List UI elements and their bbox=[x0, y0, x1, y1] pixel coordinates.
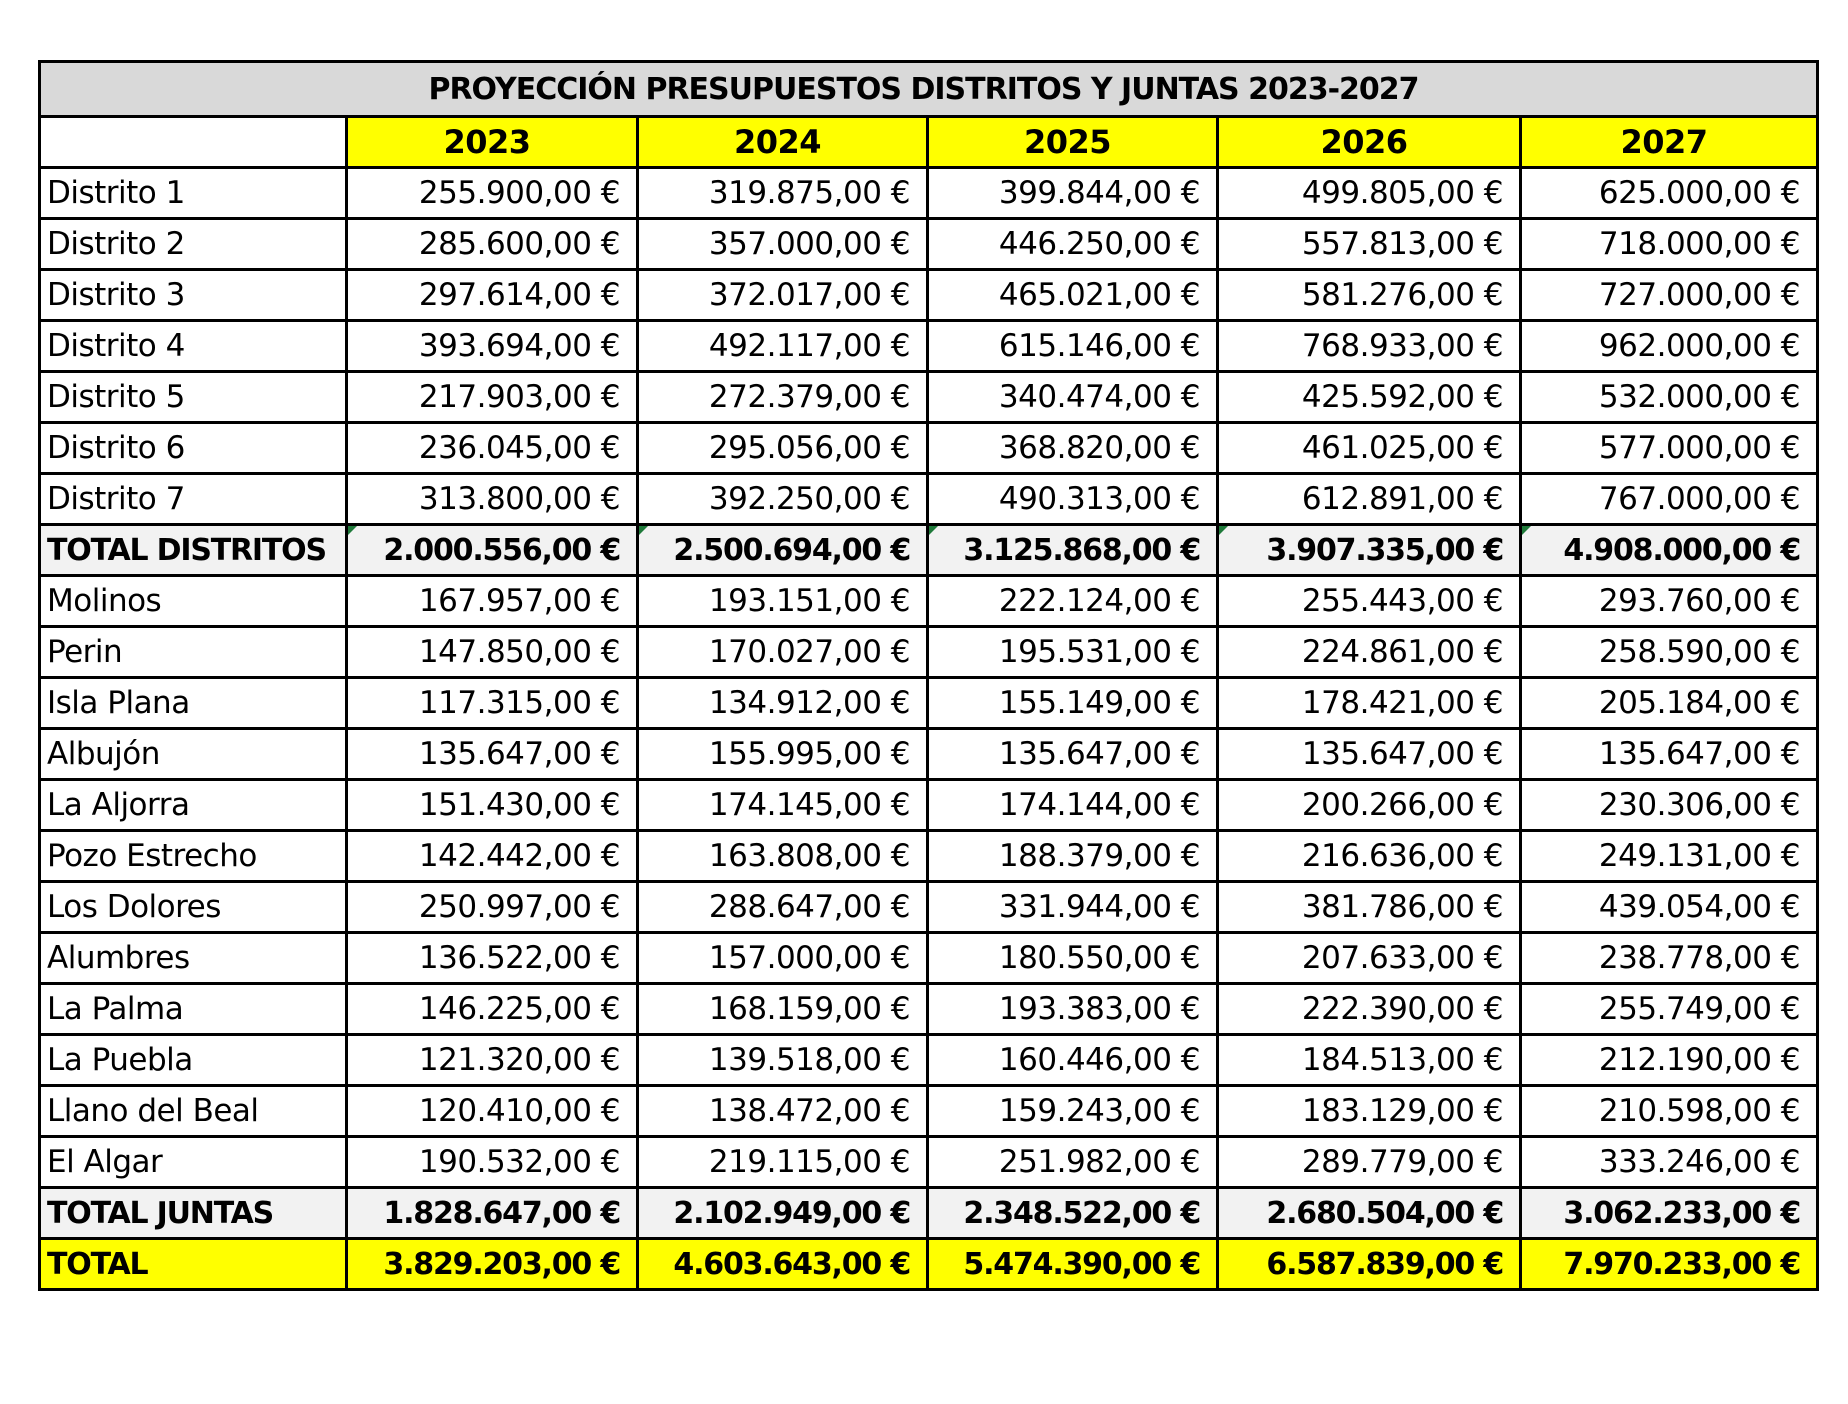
title-row bbox=[40, 62, 1818, 117]
value-text: 4.603.643,00 € bbox=[673, 1246, 910, 1282]
value-cell bbox=[347, 423, 638, 474]
value-text: 210.598,00 € bbox=[1598, 1093, 1800, 1129]
value-cell bbox=[347, 474, 638, 525]
table-row bbox=[40, 678, 1818, 729]
value-text: 160.446,00 € bbox=[998, 1042, 1200, 1078]
value-text: 139.518,00 € bbox=[708, 1042, 910, 1078]
row-label: Distrito 3 bbox=[40, 270, 347, 321]
value-cell bbox=[1218, 168, 1521, 219]
value-cell bbox=[347, 219, 638, 270]
value-cell bbox=[1218, 525, 1521, 576]
value-text: 216.636,00 € bbox=[1301, 838, 1503, 874]
value-cell bbox=[1218, 474, 1521, 525]
table-body bbox=[40, 62, 1818, 1290]
table-row bbox=[40, 270, 1818, 321]
value-text: 368.820,00 € bbox=[998, 430, 1200, 466]
value-text: 217.903,00 € bbox=[418, 379, 620, 415]
value-text: 3.907.335,00 € bbox=[1266, 532, 1503, 568]
value-cell bbox=[928, 729, 1218, 780]
table-row bbox=[40, 321, 1818, 372]
value-text: 767.000,00 € bbox=[1598, 481, 1800, 517]
value-cell bbox=[1218, 933, 1521, 984]
value-cell bbox=[638, 1035, 928, 1086]
value-text: 1.828.647,00 € bbox=[383, 1195, 620, 1231]
value-cell bbox=[1521, 1086, 1818, 1137]
value-text: 117.315,00 € bbox=[418, 685, 620, 721]
value-cell bbox=[638, 831, 928, 882]
value-text: 3.829.203,00 € bbox=[383, 1246, 620, 1282]
row-label: Albujón bbox=[40, 729, 347, 780]
value-text: 138.472,00 € bbox=[708, 1093, 910, 1129]
value-cell bbox=[1521, 219, 1818, 270]
table-row bbox=[40, 168, 1818, 219]
value-text: 532.000,00 € bbox=[1598, 379, 1800, 415]
value-cell bbox=[347, 729, 638, 780]
value-cell bbox=[928, 321, 1218, 372]
value-cell bbox=[638, 729, 928, 780]
value-cell bbox=[928, 168, 1218, 219]
value-text: 425.592,00 € bbox=[1301, 379, 1503, 415]
value-cell bbox=[928, 270, 1218, 321]
row-label: Distrito 2 bbox=[40, 219, 347, 270]
value-text: 159.243,00 € bbox=[998, 1093, 1200, 1129]
value-text: 2.000.556,00 € bbox=[383, 532, 620, 568]
value-text: 135.647,00 € bbox=[1301, 736, 1503, 772]
value-text: 625.000,00 € bbox=[1598, 175, 1800, 211]
value-text: 163.808,00 € bbox=[708, 838, 910, 874]
corner-cell bbox=[40, 117, 347, 168]
row-label: La Palma bbox=[40, 984, 347, 1035]
value-text: 155.149,00 € bbox=[998, 685, 1200, 721]
value-cell bbox=[347, 933, 638, 984]
value-cell bbox=[347, 576, 638, 627]
value-text: 205.184,00 € bbox=[1598, 685, 1800, 721]
value-text: 2.680.504,00 € bbox=[1266, 1195, 1503, 1231]
value-cell bbox=[928, 678, 1218, 729]
value-text: 295.056,00 € bbox=[708, 430, 910, 466]
value-text: 170.027,00 € bbox=[708, 634, 910, 670]
value-text: 255.443,00 € bbox=[1301, 583, 1503, 619]
value-cell bbox=[928, 1239, 1218, 1290]
value-cell bbox=[1521, 474, 1818, 525]
value-cell bbox=[928, 627, 1218, 678]
row-label: Isla Plana bbox=[40, 678, 347, 729]
value-text: 2.500.694,00 € bbox=[673, 532, 910, 568]
value-cell bbox=[638, 627, 928, 678]
value-text: 136.522,00 € bbox=[418, 940, 620, 976]
value-text: 461.025,00 € bbox=[1301, 430, 1503, 466]
value-text: 293.760,00 € bbox=[1598, 583, 1800, 619]
value-text: 157.000,00 € bbox=[708, 940, 910, 976]
value-text: 399.844,00 € bbox=[998, 175, 1200, 211]
value-text: 193.383,00 € bbox=[998, 991, 1200, 1027]
value-text: 188.379,00 € bbox=[998, 838, 1200, 874]
value-text: 258.590,00 € bbox=[1598, 634, 1800, 670]
value-cell bbox=[1521, 831, 1818, 882]
value-cell bbox=[1521, 270, 1818, 321]
value-text: 146.225,00 € bbox=[418, 991, 620, 1027]
value-cell bbox=[928, 576, 1218, 627]
year-header: 2027 bbox=[1521, 117, 1818, 168]
value-cell bbox=[638, 882, 928, 933]
value-text: 135.647,00 € bbox=[1598, 736, 1800, 772]
value-text: 224.861,00 € bbox=[1301, 634, 1503, 670]
value-text: 168.159,00 € bbox=[708, 991, 910, 1027]
value-text: 5.474.390,00 € bbox=[963, 1246, 1200, 1282]
row-label: Perin bbox=[40, 627, 347, 678]
value-cell bbox=[1218, 372, 1521, 423]
value-cell bbox=[1218, 678, 1521, 729]
value-cell bbox=[1521, 372, 1818, 423]
value-cell bbox=[928, 474, 1218, 525]
value-cell bbox=[347, 1137, 638, 1188]
value-cell bbox=[347, 321, 638, 372]
value-text: 612.891,00 € bbox=[1301, 481, 1503, 517]
value-cell bbox=[928, 984, 1218, 1035]
value-text: 238.778,00 € bbox=[1598, 940, 1800, 976]
value-text: 184.513,00 € bbox=[1301, 1042, 1503, 1078]
value-cell bbox=[1218, 627, 1521, 678]
value-cell bbox=[638, 321, 928, 372]
value-text: 492.117,00 € bbox=[708, 328, 910, 364]
grand-total-row bbox=[40, 1239, 1818, 1290]
value-text: 465.021,00 € bbox=[998, 277, 1200, 313]
value-cell bbox=[347, 678, 638, 729]
value-text: 2.102.949,00 € bbox=[673, 1195, 910, 1231]
value-text: 357.000,00 € bbox=[708, 226, 910, 262]
budget-table bbox=[38, 60, 1819, 1291]
value-cell bbox=[928, 525, 1218, 576]
value-cell bbox=[638, 525, 928, 576]
value-cell bbox=[1521, 423, 1818, 474]
value-text: 183.129,00 € bbox=[1301, 1093, 1503, 1129]
table-row bbox=[40, 984, 1818, 1035]
value-cell bbox=[638, 1188, 928, 1239]
value-text: 200.266,00 € bbox=[1301, 787, 1503, 823]
value-text: 236.045,00 € bbox=[418, 430, 620, 466]
value-text: 718.000,00 € bbox=[1598, 226, 1800, 262]
value-text: 167.957,00 € bbox=[418, 583, 620, 619]
formula-indicator-icon bbox=[929, 526, 938, 535]
value-cell bbox=[1218, 984, 1521, 1035]
value-text: 4.908.000,00 € bbox=[1563, 532, 1800, 568]
value-text: 6.587.839,00 € bbox=[1266, 1246, 1503, 1282]
value-cell bbox=[928, 780, 1218, 831]
value-text: 147.850,00 € bbox=[418, 634, 620, 670]
value-cell bbox=[347, 525, 638, 576]
table-row bbox=[40, 780, 1818, 831]
value-cell bbox=[1521, 525, 1818, 576]
table-title: PROYECCIÓN PRESUPUESTOS DISTRITOS Y JUNTAS 2023-2027 bbox=[40, 62, 1818, 117]
value-text: 727.000,00 € bbox=[1598, 277, 1800, 313]
value-text: 121.320,00 € bbox=[418, 1042, 620, 1078]
value-text: 251.982,00 € bbox=[998, 1144, 1200, 1180]
value-cell bbox=[1521, 1035, 1818, 1086]
value-text: 577.000,00 € bbox=[1598, 430, 1800, 466]
value-cell bbox=[347, 1086, 638, 1137]
value-cell bbox=[638, 984, 928, 1035]
formula-indicator-icon bbox=[348, 526, 357, 535]
value-cell bbox=[638, 1086, 928, 1137]
row-label: Alumbres bbox=[40, 933, 347, 984]
value-text: 3.125.868,00 € bbox=[963, 532, 1200, 568]
value-cell bbox=[347, 882, 638, 933]
value-text: 135.647,00 € bbox=[418, 736, 620, 772]
value-cell bbox=[347, 270, 638, 321]
row-label: Distrito 7 bbox=[40, 474, 347, 525]
value-cell bbox=[928, 1086, 1218, 1137]
value-text: 962.000,00 € bbox=[1598, 328, 1800, 364]
value-text: 381.786,00 € bbox=[1301, 889, 1503, 925]
year-header: 2026 bbox=[1218, 117, 1521, 168]
value-text: 250.997,00 € bbox=[418, 889, 620, 925]
value-cell bbox=[1218, 780, 1521, 831]
value-text: 151.430,00 € bbox=[418, 787, 620, 823]
table-row bbox=[40, 1086, 1818, 1137]
value-text: 340.474,00 € bbox=[998, 379, 1200, 415]
value-text: 288.647,00 € bbox=[708, 889, 910, 925]
table-row bbox=[40, 423, 1818, 474]
value-cell bbox=[638, 372, 928, 423]
year-header: 2023 bbox=[347, 117, 638, 168]
value-cell bbox=[1218, 321, 1521, 372]
value-cell bbox=[1521, 1239, 1818, 1290]
value-text: 490.313,00 € bbox=[998, 481, 1200, 517]
value-text: 615.146,00 € bbox=[998, 328, 1200, 364]
value-text: 222.124,00 € bbox=[998, 583, 1200, 619]
total-distritos-row bbox=[40, 525, 1818, 576]
value-cell bbox=[347, 627, 638, 678]
row-label: Distrito 5 bbox=[40, 372, 347, 423]
value-text: 313.800,00 € bbox=[418, 481, 620, 517]
value-cell bbox=[638, 168, 928, 219]
value-cell bbox=[1521, 882, 1818, 933]
value-text: 331.944,00 € bbox=[998, 889, 1200, 925]
value-cell bbox=[928, 1188, 1218, 1239]
value-cell bbox=[1218, 576, 1521, 627]
value-text: 3.062.233,00 € bbox=[1563, 1195, 1800, 1231]
value-text: 142.442,00 € bbox=[418, 838, 620, 874]
value-text: 319.875,00 € bbox=[708, 175, 910, 211]
value-text: 230.306,00 € bbox=[1598, 787, 1800, 823]
value-text: 255.749,00 € bbox=[1598, 991, 1800, 1027]
formula-indicator-icon bbox=[1522, 526, 1531, 535]
value-text: 195.531,00 € bbox=[998, 634, 1200, 670]
table-row bbox=[40, 627, 1818, 678]
table-row bbox=[40, 219, 1818, 270]
year-header: 2025 bbox=[928, 117, 1218, 168]
value-cell bbox=[1218, 270, 1521, 321]
value-cell bbox=[928, 1035, 1218, 1086]
row-label: La Aljorra bbox=[40, 780, 347, 831]
value-text: 392.250,00 € bbox=[708, 481, 910, 517]
value-text: 135.647,00 € bbox=[998, 736, 1200, 772]
value-text: 193.151,00 € bbox=[708, 583, 910, 619]
row-label: TOTAL DISTRITOS bbox=[40, 525, 347, 576]
formula-indicator-icon bbox=[1219, 526, 1228, 535]
value-cell bbox=[638, 576, 928, 627]
value-text: 499.805,00 € bbox=[1301, 175, 1503, 211]
value-cell bbox=[638, 933, 928, 984]
value-cell bbox=[638, 1137, 928, 1188]
value-text: 393.694,00 € bbox=[418, 328, 620, 364]
value-text: 212.190,00 € bbox=[1598, 1042, 1800, 1078]
value-cell bbox=[1218, 1035, 1521, 1086]
value-text: 222.390,00 € bbox=[1301, 991, 1503, 1027]
value-cell bbox=[638, 678, 928, 729]
value-text: 557.813,00 € bbox=[1301, 226, 1503, 262]
value-cell bbox=[928, 831, 1218, 882]
value-cell bbox=[1521, 984, 1818, 1035]
value-text: 219.115,00 € bbox=[708, 1144, 910, 1180]
value-text: 768.933,00 € bbox=[1301, 328, 1503, 364]
total-juntas-row bbox=[40, 1188, 1818, 1239]
row-label: Molinos bbox=[40, 576, 347, 627]
value-cell bbox=[638, 1239, 928, 1290]
value-cell bbox=[638, 423, 928, 474]
value-cell bbox=[928, 372, 1218, 423]
value-cell bbox=[928, 882, 1218, 933]
value-cell bbox=[1521, 678, 1818, 729]
value-cell bbox=[1521, 627, 1818, 678]
value-cell bbox=[347, 372, 638, 423]
value-cell bbox=[347, 1239, 638, 1290]
value-cell bbox=[347, 1035, 638, 1086]
year-header: 2024 bbox=[638, 117, 928, 168]
value-text: 120.410,00 € bbox=[418, 1093, 620, 1129]
value-cell bbox=[1521, 1137, 1818, 1188]
value-text: 174.144,00 € bbox=[998, 787, 1200, 823]
value-cell bbox=[1218, 1239, 1521, 1290]
value-cell bbox=[638, 270, 928, 321]
row-label: Distrito 6 bbox=[40, 423, 347, 474]
row-label: TOTAL JUNTAS bbox=[40, 1188, 347, 1239]
value-cell bbox=[1521, 933, 1818, 984]
value-text: 581.276,00 € bbox=[1301, 277, 1503, 313]
formula-indicator-icon bbox=[639, 526, 648, 535]
value-text: 190.532,00 € bbox=[418, 1144, 620, 1180]
value-cell bbox=[928, 1137, 1218, 1188]
row-label: Los Dolores bbox=[40, 882, 347, 933]
row-label: Distrito 1 bbox=[40, 168, 347, 219]
value-text: 155.995,00 € bbox=[708, 736, 910, 772]
value-cell bbox=[928, 219, 1218, 270]
table-row bbox=[40, 729, 1818, 780]
value-text: 134.912,00 € bbox=[708, 685, 910, 721]
value-text: 372.017,00 € bbox=[708, 277, 910, 313]
value-cell bbox=[1218, 882, 1521, 933]
value-text: 255.900,00 € bbox=[418, 175, 620, 211]
row-label: Distrito 4 bbox=[40, 321, 347, 372]
value-text: 2.348.522,00 € bbox=[963, 1195, 1200, 1231]
value-cell bbox=[347, 168, 638, 219]
value-text: 285.600,00 € bbox=[418, 226, 620, 262]
value-cell bbox=[347, 831, 638, 882]
value-text: 249.131,00 € bbox=[1598, 838, 1800, 874]
table-row bbox=[40, 1035, 1818, 1086]
value-cell bbox=[928, 933, 1218, 984]
value-cell bbox=[347, 984, 638, 1035]
row-label: La Puebla bbox=[40, 1035, 347, 1086]
value-text: 207.633,00 € bbox=[1301, 940, 1503, 976]
value-cell bbox=[1521, 780, 1818, 831]
year-header-row bbox=[40, 117, 1818, 168]
value-cell bbox=[1218, 219, 1521, 270]
value-cell bbox=[1218, 1188, 1521, 1239]
value-cell bbox=[638, 780, 928, 831]
value-cell bbox=[1218, 831, 1521, 882]
row-label: Llano del Beal bbox=[40, 1086, 347, 1137]
value-text: 289.779,00 € bbox=[1301, 1144, 1503, 1180]
row-label: TOTAL bbox=[40, 1239, 347, 1290]
value-cell bbox=[638, 474, 928, 525]
value-text: 7.970.233,00 € bbox=[1563, 1246, 1800, 1282]
table-row bbox=[40, 474, 1818, 525]
value-text: 272.379,00 € bbox=[708, 379, 910, 415]
table-row bbox=[40, 1137, 1818, 1188]
value-text: 180.550,00 € bbox=[998, 940, 1200, 976]
value-text: 297.614,00 € bbox=[418, 277, 620, 313]
value-cell bbox=[1521, 576, 1818, 627]
value-text: 446.250,00 € bbox=[998, 226, 1200, 262]
table-row bbox=[40, 882, 1818, 933]
value-cell bbox=[1218, 423, 1521, 474]
row-label: Pozo Estrecho bbox=[40, 831, 347, 882]
value-cell bbox=[347, 1188, 638, 1239]
table-row bbox=[40, 372, 1818, 423]
value-cell bbox=[1521, 1188, 1818, 1239]
value-cell bbox=[347, 780, 638, 831]
value-text: 439.054,00 € bbox=[1598, 889, 1800, 925]
table-row bbox=[40, 831, 1818, 882]
value-text: 174.145,00 € bbox=[708, 787, 910, 823]
row-label: El Algar bbox=[40, 1137, 347, 1188]
value-cell bbox=[1521, 168, 1818, 219]
table-row bbox=[40, 933, 1818, 984]
value-cell bbox=[638, 219, 928, 270]
value-cell bbox=[1218, 1137, 1521, 1188]
value-cell bbox=[928, 423, 1218, 474]
value-cell bbox=[1218, 1086, 1521, 1137]
value-text: 178.421,00 € bbox=[1301, 685, 1503, 721]
table-row bbox=[40, 576, 1818, 627]
value-cell bbox=[1521, 321, 1818, 372]
value-cell bbox=[1521, 729, 1818, 780]
value-cell bbox=[1218, 729, 1521, 780]
value-text: 333.246,00 € bbox=[1598, 1144, 1800, 1180]
